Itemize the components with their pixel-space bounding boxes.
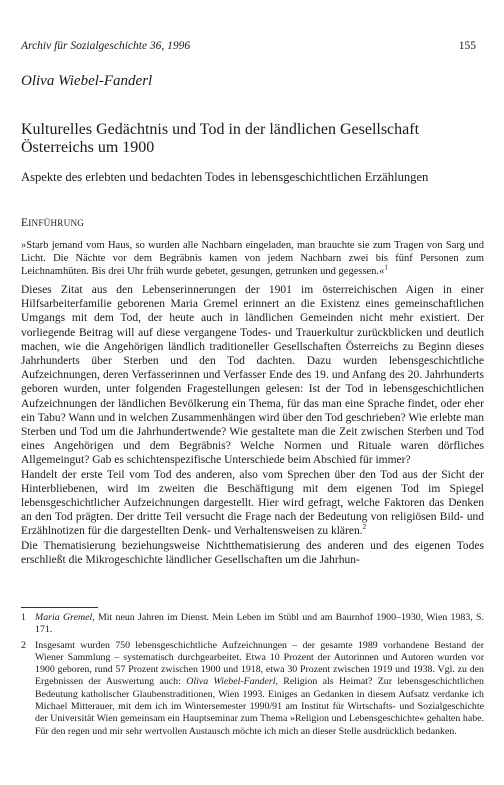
footnote-number: 1 xyxy=(21,612,26,623)
footnote-text xyxy=(35,640,484,738)
footnote-cited-author: Maria Gremel, xyxy=(35,612,95,623)
journal-citation: Archiv für Sozialgeschichte 36, 1996 xyxy=(21,40,191,52)
footnote-2 xyxy=(21,640,484,738)
running-head xyxy=(21,40,476,52)
article-title: Kulturelles Gedächtnis und Tod in der ländlichen Gesellschaft Österreichs um 1900 xyxy=(21,121,420,156)
paragraph-2-text: Handelt der erste Teil vom Tod des anderen, also vom Sprechen über den Tod aus der Sicht der Hinterbliebenen, wird im zweiten die Beschäftigung mit dem eigenen Tod im Spiegel lebensgeschichtlicher Aufzeichnungen dargestellt. Hier wird gefragt, welche Faktoren das Denken an den Tod prägten. Der dritte Teil versucht die Frage nach der Bedeutung von religiösen Bild- und Erzählnotizen für die dargestellten Denk- und Verhaltensweisen zu klären. xyxy=(21,468,484,538)
footnote-body: Mit neun Jahren im Dienst. Mein Leben im Stübl und am Baurnhof 1900–1930, Wien 1983, S. 171. xyxy=(35,612,485,636)
page-number: 155 xyxy=(458,40,476,52)
article-subtitle: Aspekte des erlebten und bedachten Todes in lebensgeschichtlichen Erzählungen xyxy=(21,170,429,184)
epigraph-quote xyxy=(21,239,484,278)
section-heading-rest: INFÜHRUNG xyxy=(28,218,85,228)
body-text xyxy=(21,283,484,567)
footnote-body-end: Religion als Heimat? Zur lebensgeschichtlichen Bedeutung katholischer Glaubenstraditionen, Wien 1993. Einiges an Gedanken in diesem Aufsatz verdanke ich Michael Mitterauer, mit dem ich im Wintersemester 1990/91 am Institut für Wirtschafts- und Sozialgeschichte der Universität Wien gemeinsam ein Hauptseminar zum Thema »Religion und Lebensgeschichte« gehalten habe. Für den regen und mir sehr wertvollen Austausch möchte ich mich an dieser Stelle ausdrücklich bedanken. xyxy=(35,676,484,737)
footnote-number: 2 xyxy=(21,639,26,651)
paragraph-2 xyxy=(21,468,484,539)
paragraph-1: Dieses Zitat aus den Lebenserinnerungen der 1901 im österreichischen Aigen in einer Hilfsarbeiterfamilie geborenen Maria Gremel erinnert an die Existenz eines gemeinschaftlichen Umgangs mit dem Tod, der heute auch in ländlichen Gemeinden nicht mehr existiert. Der vorliegende Beitrag will auf diese vergangene Todes- und Trauerkultur zurückblicken und deutlich machen, wie die Angehörigen ländlich traditioneller Gesellschaften Österreichs zu Beginn dieses Jahrhunderts über Sterben und den Tod dachten. Dazu wurden lebensgeschichtliche Aufzeichnungen, deren Verfasserinnen und Verfasser Ende des 19. und Anfang des 20. Jahrhunderts geboren wurden, unter folgenden Fragestellungen gelesen: Ist der Tod in lebensgeschichtlichen Aufzeichnungen der ländlichen Bevölkerung ein Thema, für das man eine Sprache findet, oder eher ein Tabu? Wann und in welchen Zusammenhängen wird über den Tod geschrieben? Wie erlebte man Sterben und Tod um die Jahrhundertwende? Wie gestaltete man die Zeit zwischen Sterben und Tod eines Angehörigen und dem Begräbnis? Welche Normen und Rituale waren dörfliches Allgemeingut? Gab es schichtenspezifische Unterschiede beim Abschied für immer? xyxy=(21,284,484,467)
footnote-separator xyxy=(21,607,98,608)
quote-text: »Starb jemand vom Haus, so wurden alle Nachbarn eingeladen, man brauchte sie zum Tragen von Sarg und Licht. Die Nächte vor dem Begräbnis kamen von jedem Nachbarn zwei bis fünf Personen zum Leichnamhüten. Bis drei Uhr früh wurde gebetet, gesungen, getrunken und gegessen.« xyxy=(21,240,484,277)
footnote-cited-author: Oliva Wiebel-Fanderl, xyxy=(186,676,278,688)
section-heading xyxy=(21,217,84,229)
footnote-ref-2: 2 xyxy=(362,523,367,532)
footnote-ref-1: 1 xyxy=(384,263,388,272)
section-heading-initial: E xyxy=(21,217,29,229)
footnotes xyxy=(21,612,484,741)
footnote-1 xyxy=(21,612,484,637)
paragraph-3: Die Thematisierung beziehungsweise Nichtthematisierung des anderen und des eigenen Todes erschließt die Mikrogeschichte ländlicher Gesellschaften um die Jahrhun- xyxy=(21,539,484,566)
footnote-body-start: Insgesamt wurden 750 lebensgeschichtliche Aufzeichnungen – der gesamte 1989 vorhandene Bestand der Wiener Sammlung – systematisch durchgearbeitet. Etwa 10 Prozent der Autorinnen und Autoren wurden vor 1900 geboren, rund 57 Prozent zwischen 1900 und 1918, etwa 30 Prozent zwischen 1919 und 1938. Vgl. zu den Ergebnissen der Auswertung auch: xyxy=(35,639,484,688)
article-author: Oliva Wiebel-Fanderl xyxy=(21,73,153,89)
footnote-text xyxy=(35,612,484,637)
